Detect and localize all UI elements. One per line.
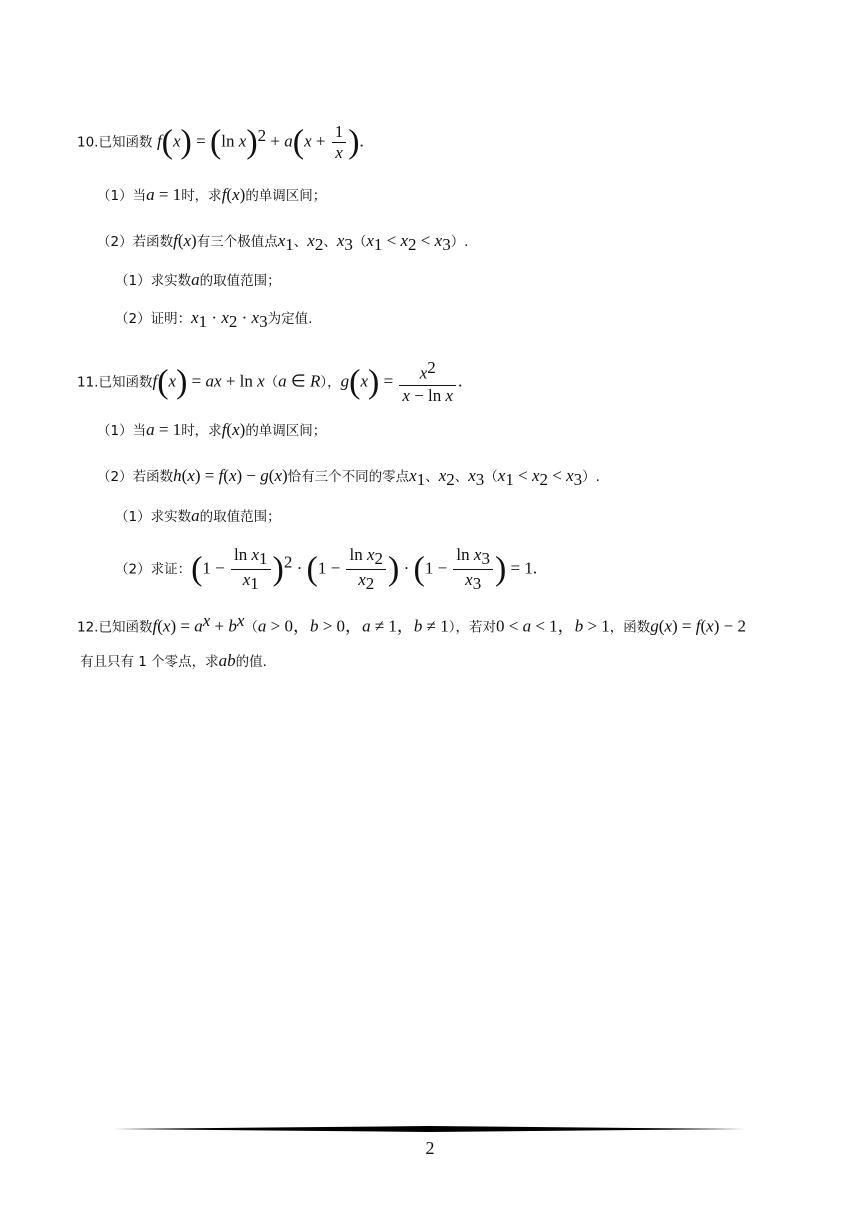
q10-sub1: （1）当a = 1时，求f(x)的单调区间； (97, 185, 327, 204)
q10-label: 10.已知函数 (77, 134, 153, 151)
q12-statement-line1: 12.已知函数$f(x) = a^x + b^x(a > 0$，b > 0，a ≠ 1，b ≠ 1），若对0 < a < 1，b > 1，函数g(x) = f(x) − 2 (77, 611, 746, 636)
q11-sub2: （2）若函数h(x) = f(x) − g(x)恰有三个不同的零点$x_1$、$x_2$、$x_3(x_1 < x_2 < x_3)$. (97, 466, 600, 489)
q10-sub2-2: （2）证明：$x_1 \cdot x_2 \cdot x_3$为定值. (115, 308, 313, 331)
q11-sub1: （1）当a = 1时，求f(x)的单调区间； (97, 420, 327, 439)
q10-statement: 10.已知函数 f(x) = (ln x)$^2$ + a(x + $\frac{1}{x}$ ). (77, 122, 364, 162)
footer-divider (113, 1126, 745, 1132)
q11-sub2-2: （2）求证：(1 − $\frac{\ln x_1}{x_1}$ )$^2$ · (1 − $\frac{\ln x_2}{x_2}$ ) · (1 − $\frac{\ln x_3}{x_3}$ ) = 1. (115, 545, 538, 593)
q10-sub2-1: （1）求实数a的取值范围； (115, 270, 281, 289)
q11-statement: 11.已知函数f(x) = ax + ln x（a ∈ R），g(x) = $\frac{x^2}{\text{x − ln x}}$ . (77, 358, 463, 405)
page-number: 2 (425, 1138, 435, 1158)
q10-formula: f (156, 131, 162, 151)
q12-statement-line2: 有且只有 1 个零点，求ab的值. (80, 651, 267, 670)
q11-sub2-1: （1）求实数a的取值范围； (115, 506, 281, 525)
q10-sub2: （2）若函数f(x)有三个极值点$x_1$、$x_2$、$x_3(x_1 < x_2 < x_3)$. (97, 231, 469, 254)
